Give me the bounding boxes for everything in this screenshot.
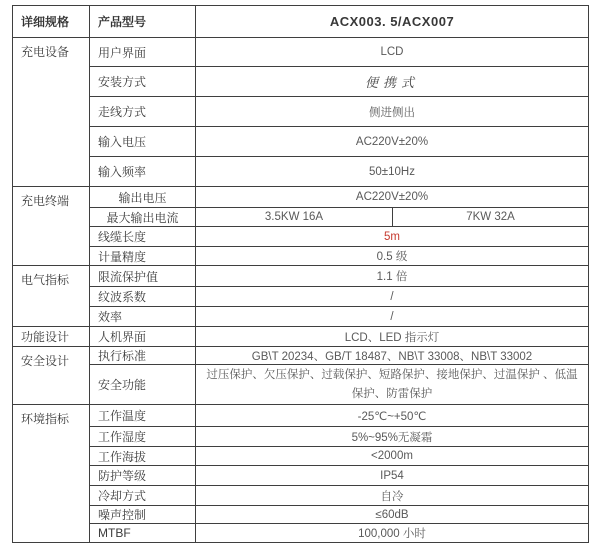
section-charging-terminal: 充电终端 (13, 187, 90, 266)
spec-value: AC220V±20% (196, 187, 589, 208)
section-detailed-specs: 详细规格 (13, 6, 90, 38)
spec-value: ≤60dB (196, 506, 589, 524)
row-cable-length (13, 227, 589, 247)
spec-value-highlight: 5m (196, 227, 589, 247)
row-efficiency (13, 307, 589, 327)
spec-value: GB\T 20234、GB/T 18487、NB\T 33008、NB\T 33002 (196, 347, 589, 365)
spec-value: 自冷 (196, 486, 589, 506)
row-product-model (13, 6, 589, 38)
section-safety-design: 安全设计 (13, 347, 90, 405)
spec-label: 输入电压 (90, 127, 196, 157)
row-safety-functions (13, 365, 589, 405)
row-operating-altitude (13, 447, 589, 466)
spec-label: 用户界面 (90, 38, 196, 67)
row-standards (13, 347, 589, 365)
spec-sheet (12, 5, 589, 543)
row-installation-method (13, 67, 589, 97)
spec-table (12, 5, 589, 543)
row-input-frequency (13, 157, 589, 187)
spec-label: 人机界面 (90, 327, 196, 347)
section-functional-design: 功能设计 (13, 327, 90, 347)
spec-label: 产品型号 (90, 6, 196, 38)
spec-value: IP54 (196, 466, 589, 486)
spec-value: 100,000 小时 (196, 524, 589, 543)
spec-label: 工作海拔 (90, 447, 196, 466)
spec-value: <2000m (196, 447, 589, 466)
row-output-voltage (13, 187, 589, 208)
spec-value: / (196, 307, 589, 327)
spec-value-left: 3.5KW 16A (196, 208, 393, 227)
spec-value: 5%~95%无凝霜 (196, 427, 589, 447)
section-environmental: 环境指标 (13, 405, 90, 543)
row-ripple-coefficient (13, 287, 589, 307)
spec-label: 效率 (90, 307, 196, 327)
spec-label: 工作温度 (90, 405, 196, 427)
row-cooling (13, 486, 589, 506)
spec-value-right: 7KW 32A (393, 208, 589, 227)
row-max-output-current (13, 208, 589, 227)
spec-label: 计量精度 (90, 247, 196, 266)
spec-label: 输入频率 (90, 157, 196, 187)
spec-label: 执行标准 (90, 347, 196, 365)
row-current-limit-protection (13, 266, 589, 287)
row-ip-rating (13, 466, 589, 486)
spec-label: 线缆长度 (90, 227, 196, 247)
spec-value: 过压保护、欠压保护、过载保护、短路保护、接地保护、过温保护 、低温保护、防雷保护 (196, 365, 589, 405)
spec-label: 输出电压 (90, 187, 196, 208)
spec-label: 纹波系数 (90, 287, 196, 307)
row-metering-accuracy (13, 247, 589, 266)
spec-value: 侧进侧出 (196, 97, 589, 127)
section-charging-device: 充电设备 (13, 38, 90, 187)
spec-value: -25℃~+50℃ (196, 405, 589, 427)
section-electrical: 电气指标 (13, 266, 90, 327)
row-noise-control (13, 506, 589, 524)
spec-value: / (196, 287, 589, 307)
spec-label: 最大输出电流 (90, 208, 196, 227)
spec-label: 噪声控制 (90, 506, 196, 524)
spec-value: 0.5 级 (196, 247, 589, 266)
row-operating-humidity (13, 427, 589, 447)
row-hmi (13, 327, 589, 347)
row-mtbf (13, 524, 589, 543)
spec-label: 冷却方式 (90, 486, 196, 506)
spec-label: 安全功能 (90, 365, 196, 405)
row-cable-routing (13, 97, 589, 127)
spec-label: MTBF (90, 524, 196, 543)
spec-value: 50±10Hz (196, 157, 589, 187)
spec-label: 限流保护值 (90, 266, 196, 287)
spec-label: 走线方式 (90, 97, 196, 127)
row-user-interface (13, 38, 589, 67)
spec-label: 安装方式 (90, 67, 196, 97)
spec-value: AC220V±20% (196, 127, 589, 157)
spec-value: 便携式 (196, 67, 589, 97)
spec-label: 工作湿度 (90, 427, 196, 447)
spec-value: LCD、LED 指示灯 (196, 327, 589, 347)
spec-label: 防护等级 (90, 466, 196, 486)
product-model-value: ACX003. 5/ACX007 (196, 6, 589, 38)
spec-value: LCD (196, 38, 589, 67)
row-input-voltage (13, 127, 589, 157)
spec-value: 1.1 倍 (196, 266, 589, 287)
row-operating-temperature (13, 405, 589, 427)
